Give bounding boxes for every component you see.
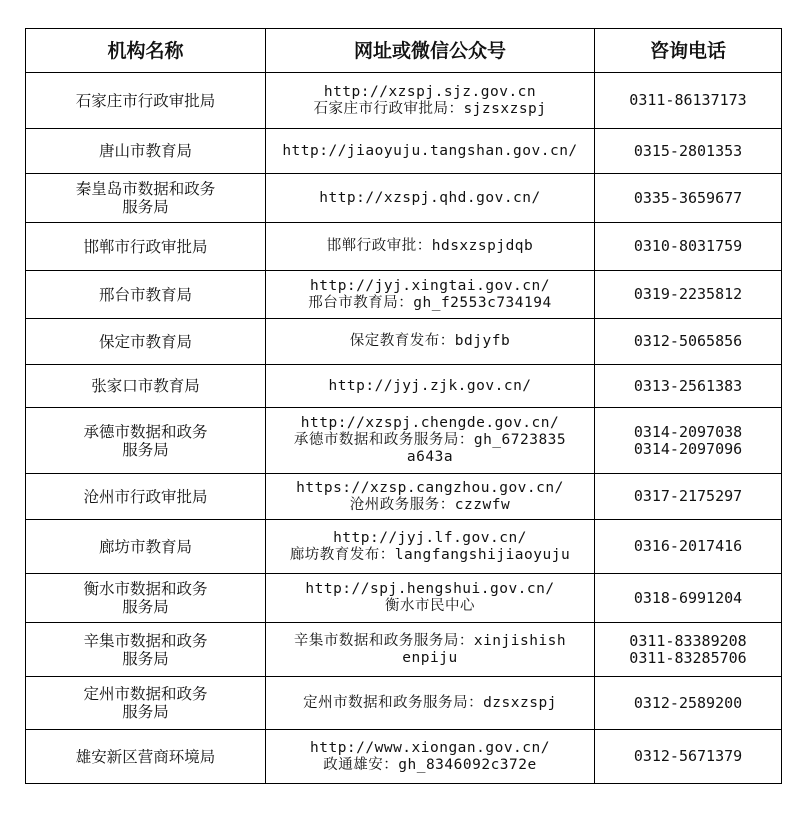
website-or-wechat-cell (266, 623, 595, 677)
table-row (26, 574, 782, 623)
website-or-wechat: 承德市数据和政务服务局：gh_6723835 (293, 432, 567, 448)
phone-number-cell (595, 520, 782, 574)
table-row (26, 365, 782, 408)
website-or-wechat: 石家庄市行政审批局：sjzsxzspj (313, 100, 547, 117)
phone-number-cell (595, 174, 782, 223)
institution-name-cell (26, 174, 266, 223)
institution-name: 雄安新区营商环境局 (75, 747, 216, 766)
institution-name: 石家庄市行政审批局 (75, 91, 216, 110)
table-row (26, 408, 782, 474)
table-row (26, 223, 782, 271)
phone-number-cell (595, 319, 782, 365)
phone-number: 0312-5065856 (633, 332, 743, 350)
institution-name-cell (26, 623, 266, 677)
website-or-wechat-cell (266, 319, 595, 365)
phone-number: 0335-3659677 (633, 188, 743, 207)
phone-number: 0314-2097096 (633, 439, 743, 458)
table-row (26, 623, 782, 677)
institution-name-cell (26, 474, 266, 520)
website-or-wechat-cell (266, 574, 595, 623)
institution-name-cell (26, 73, 266, 129)
phone-number-cell (595, 365, 782, 408)
institution-name-cell (26, 677, 266, 730)
phone-number-cell (595, 623, 782, 677)
header-website: 网址或微信公众号 (266, 29, 595, 73)
table-row (26, 474, 782, 520)
website-or-wechat: 定州市数据和政务服务局：dzsxzspj (303, 694, 557, 711)
institution-name: 服务局 (122, 649, 169, 668)
phone-number: 0312-5671379 (633, 747, 743, 765)
institution-name: 辛集市数据和政务 (83, 631, 208, 650)
phone-number: 0311-83285706 (629, 648, 747, 667)
institution-name-cell (26, 520, 266, 574)
header-phone: 咨询电话 (595, 29, 782, 73)
phone-number-cell (595, 677, 782, 730)
website-or-wechat: http://xzspj.chengde.gov.cn/ (300, 415, 560, 431)
phone-number-cell (595, 73, 782, 129)
phone-number-cell (595, 574, 782, 623)
website-or-wechat-cell (266, 174, 595, 223)
website-or-wechat-cell (266, 520, 595, 574)
website-or-wechat: http://xzspj.sjz.gov.cn (323, 83, 537, 100)
institution-name-cell (26, 730, 266, 784)
phone-number-cell (595, 408, 782, 474)
website-or-wechat-cell (266, 474, 595, 520)
table-row (26, 319, 782, 365)
institution-name-cell (26, 129, 266, 174)
website-or-wechat: http://jyj.xingtai.gov.cn/ (310, 277, 550, 294)
website-or-wechat: 保定教育发布：bdjyfb (349, 333, 511, 349)
website-or-wechat-cell (266, 365, 595, 408)
table-row (26, 730, 782, 784)
website-or-wechat-cell (266, 73, 595, 129)
institution-name: 衡水市数据和政务 (83, 580, 208, 598)
phone-number: 0318-6991204 (633, 588, 743, 607)
website-or-wechat: a643a (406, 449, 454, 465)
website-or-wechat-cell (266, 223, 595, 271)
institution-name: 定州市数据和政务 (83, 685, 208, 703)
website-or-wechat: 衡水市民中心 (385, 598, 475, 614)
phone-number-cell (595, 271, 782, 319)
institution-name: 保定市教育局 (98, 332, 192, 351)
website-or-wechat: 邯郸行政审批：hdsxzspjdqb (326, 238, 534, 254)
phone-number: 0319-2235812 (633, 285, 743, 303)
institution-name: 邢台市教育局 (98, 285, 192, 304)
website-or-wechat-cell (266, 408, 595, 474)
phone-number: 0316-2017416 (633, 537, 743, 555)
institution-name: 唐山市教育局 (98, 142, 192, 160)
website-or-wechat: http://spj.hengshui.gov.cn/ (305, 581, 555, 597)
website-or-wechat: http://jiaoyuju.tangshan.gov.cn/ (282, 142, 578, 159)
institution-name-cell (26, 365, 266, 408)
website-or-wechat: 沧州政务服务：czzwfw (349, 496, 511, 513)
table-row (26, 677, 782, 730)
institution-name-cell (26, 271, 266, 319)
table-row (26, 73, 782, 129)
website-or-wechat-cell (266, 730, 595, 784)
table-row (26, 174, 782, 223)
table-body (26, 73, 782, 784)
phone-number: 0313-2561383 (633, 376, 743, 395)
table-row (26, 129, 782, 174)
contact-table (25, 28, 782, 784)
institution-name: 张家口市教育局 (91, 377, 200, 395)
phone-number: 0315-2801353 (633, 141, 743, 160)
institution-name-cell (26, 574, 266, 623)
institution-name: 服务局 (122, 198, 169, 216)
website-or-wechat: 辛集市数据和政务服务局：xinjishish (293, 632, 567, 649)
institution-name: 邯郸市行政审批局 (83, 237, 208, 256)
institution-name-cell (26, 408, 266, 474)
phone-number-cell (595, 730, 782, 784)
institution-name: 廊坊市教育局 (98, 537, 192, 556)
phone-number-cell (595, 474, 782, 520)
institution-name: 沧州市行政审批局 (83, 487, 208, 506)
website-or-wechat: http://www.xiongan.gov.cn/ (310, 739, 550, 756)
phone-number: 0310-8031759 (633, 237, 743, 255)
website-or-wechat: 邢台市教育局：gh_f2553c734194 (308, 294, 552, 311)
table-row (26, 520, 782, 574)
website-or-wechat-cell (266, 271, 595, 319)
header-row (26, 29, 782, 73)
phone-number-cell (595, 129, 782, 174)
institution-name: 秦皇岛市数据和政务 (75, 180, 216, 198)
phone-number: 0311-86137173 (629, 91, 747, 109)
institution-name-cell (26, 223, 266, 271)
phone-number: 0312-2589200 (633, 693, 743, 712)
institution-name-cell (26, 319, 266, 365)
website-or-wechat: 政通雄安：gh_8346092c372e (323, 756, 537, 773)
website-or-wechat: http://jyj.lf.gov.cn/ (333, 529, 527, 546)
website-or-wechat: https://xzsp.cangzhou.gov.cn/ (296, 479, 564, 496)
phone-number: 0311-83389208 (629, 631, 747, 650)
institution-name: 服务局 (122, 598, 169, 616)
website-or-wechat: enpiju (402, 649, 458, 666)
phone-number: 0314-2097038 (633, 422, 743, 441)
table-row (26, 271, 782, 319)
website-or-wechat: http://xzspj.qhd.gov.cn/ (319, 189, 541, 206)
phone-number-cell (595, 223, 782, 271)
institution-name: 承德市数据和政务 (83, 422, 208, 441)
website-or-wechat-cell (266, 677, 595, 730)
institution-name: 服务局 (122, 703, 169, 721)
header-institution: 机构名称 (26, 29, 266, 73)
website-or-wechat: 廊坊教育发布：langfangshijiaoyuju (289, 546, 571, 563)
website-or-wechat-cell (266, 129, 595, 174)
website-or-wechat: http://jyj.zjk.gov.cn/ (328, 377, 532, 394)
phone-number: 0317-2175297 (633, 487, 743, 505)
institution-name: 服务局 (122, 440, 169, 459)
